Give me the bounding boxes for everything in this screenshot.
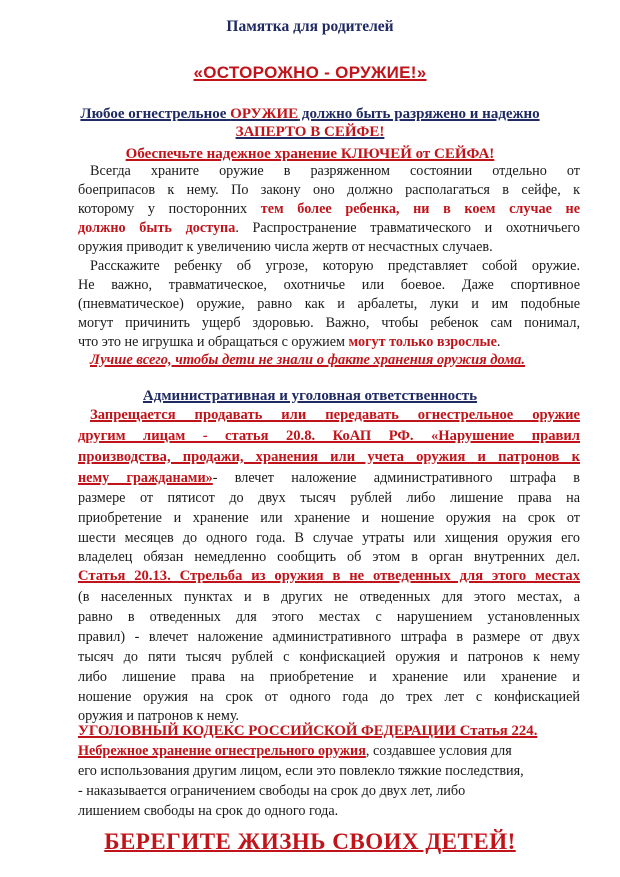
para2-line: что это не игрушка и обращаться с оружием могут только взрослые. xyxy=(78,334,501,350)
para1-line: должно быть доступа. Распространение травматического и охотничьего xyxy=(78,220,580,236)
section2-heading: Административная и уголовная ответственность xyxy=(142,388,478,404)
s2p1-line: другим лицам - статья 20.8. КоАП РФ. «Нарушение правил xyxy=(78,428,580,444)
s2p1-line: размере от пятисот до двух тысяч рублей либо лишение права на xyxy=(78,490,580,506)
highlight-text: нему гражданами» xyxy=(78,470,213,486)
s2p2-line: тысяч до пяти тысяч рублей с конфискацией оружия и патронов к нему xyxy=(78,649,580,665)
highlight-text: тем более ребенка, ни в коем случае не xyxy=(260,201,580,217)
s2p2-line: (в населенных пунктах и в других не отведенных для этого местах, а xyxy=(78,589,580,605)
s2p1-line: шести месяцев до одного года. В случае утраты или хищения оружия его xyxy=(78,530,580,546)
banner-title xyxy=(0,63,620,83)
intro-line-1: Любое огнестрельное ОРУЖИЕ должно быть разряжено и надежно xyxy=(80,106,540,122)
highlight-text: должно быть доступа xyxy=(78,220,236,236)
para1-line: оружия приводит к увеличению числа жертв от несчастных случаев. xyxy=(78,239,493,255)
intro-line-3: Обеспечьте надежное хранение КЛЮЧЕЙ от СЕЙФА! xyxy=(125,146,495,162)
para2-line: (пневматическое) оружие, равно как и арбалеты, луки и им подобные xyxy=(78,296,580,312)
s2p1-line: Запрещается продавать или передавать огнестрельное оружие xyxy=(90,407,580,423)
weapon-word: ОРУЖИЕ xyxy=(230,106,299,122)
s2p1-line: производства, продажи, хранения или учета оружия и патронов к xyxy=(78,449,580,465)
para2-line: могут причинить ущерб здоровью. Важно, чтобы ребенок сам понимал, xyxy=(78,315,580,331)
s2p3-line: Небрежное хранение огнестрельного оружия, создавшее условия для xyxy=(78,743,512,759)
s2p1-line: приобретение и хранение или хранение и ношение оружия на срок от xyxy=(78,510,580,526)
footer-slogan: БЕРЕГИТЕ ЖИЗНЬ СВОИХ ДЕТЕЙ! xyxy=(104,829,516,854)
para2-line: Не важно, травматическое, охотничье или боевое. Даже спортивное xyxy=(78,277,580,293)
para1-line: которому у посторонних тем более ребенка, ни в коем случае не xyxy=(78,201,580,217)
s2p1-line: владелец обязан немедленно сообщить об этом в орган внутренних дел. xyxy=(78,549,580,565)
banner-text: «ОСТОРОЖНО - ОРУЖИЕ!» xyxy=(193,63,427,82)
s2p2-line: либо лишение права на приобретение и хранение или хранение и xyxy=(78,669,580,685)
para1-line: боеприпасов к нему. По закону оно должно располагаться в сейфе, к xyxy=(78,182,580,198)
highlight-text: могут только взрослые xyxy=(348,334,497,350)
s2p2-line: равно в отведенных для этого местах с нарушением установленных xyxy=(78,609,580,625)
s2p3-line: лишением свободы на срок до одного года. xyxy=(78,803,339,819)
para1-line: Всегда храните оружие в разряженном состоянии отдельно от xyxy=(90,163,580,179)
s2p3-line: - наказывается ограничением свободы на срок до двух лет, либо xyxy=(78,783,466,799)
memo-title: Памятка для родителей xyxy=(226,18,394,35)
criminal-code-title: УГОЛОВНЫЙ КОДЕКС РОССИЙСКОЙ ФЕДЕРАЦИИ Статья 224. xyxy=(78,723,538,739)
para2-line: Расскажите ребенку об угрозе, которую представляет собой оружие. xyxy=(90,258,580,274)
para2-conclusion: Лучше всего, чтобы дети не знали о факте хранения оружия дома. xyxy=(90,352,526,368)
highlight-text: Небрежное хранение огнестрельного оружия xyxy=(78,743,366,759)
s2p3-line: его использования другим лицом, если это повлекло тяжкие последствия, xyxy=(78,763,524,779)
s2p2-line: правил) - влечет наложение административного штрафа в размере от двух xyxy=(78,629,580,645)
s2p2-line: ношение оружия на срок от одного года до трех лет с конфискацией xyxy=(78,689,580,705)
intro-line-2: ЗАПЕРТО В СЕЙФЕ! xyxy=(235,124,385,140)
s2p2-line: оружия и патронов к нему. xyxy=(78,708,240,724)
article-20-13-title: Статья 20.13. Стрельба из оружия в не отведенных для этого местах xyxy=(78,568,580,584)
s2p1-line: нему гражданами»- влечет наложение административного штрафа в xyxy=(78,470,580,486)
